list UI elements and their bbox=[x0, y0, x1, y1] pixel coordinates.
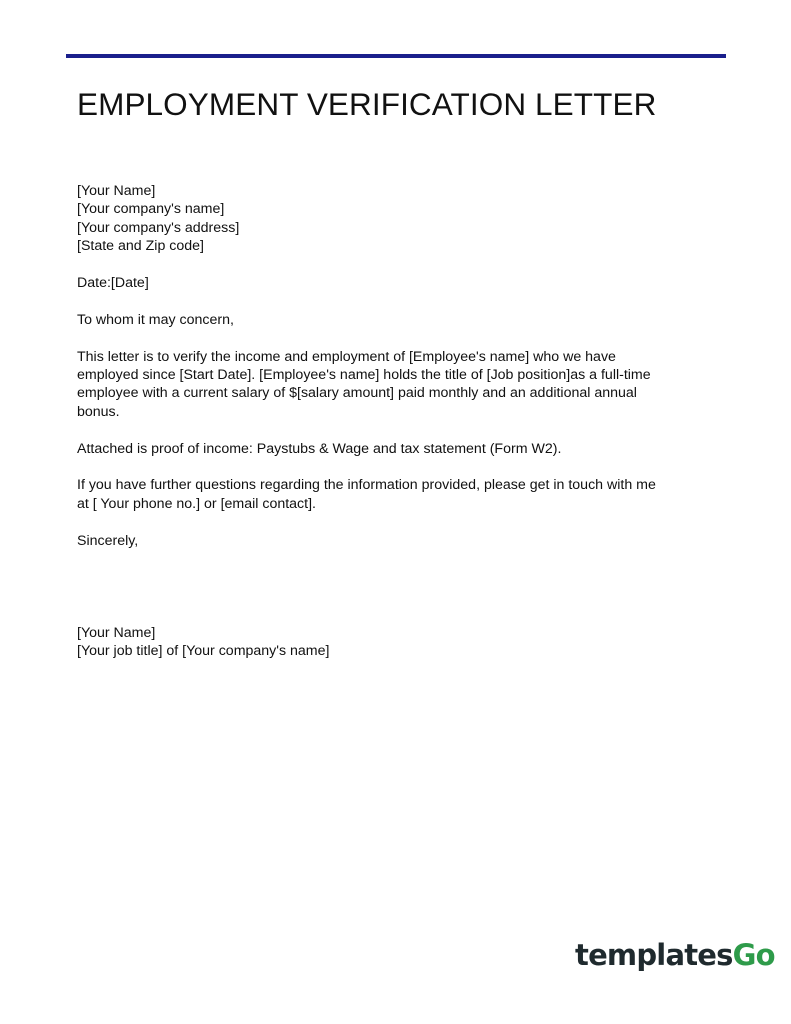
paragraph-line: This letter is to verify the income and employment of [Employee's name] who we have bbox=[77, 348, 616, 365]
document-title: EMPLOYMENT VERIFICATION LETTER bbox=[77, 86, 657, 122]
body-paragraph-attachments: Attached is proof of income: Paystubs & Wage and tax statement (Form W2). bbox=[77, 440, 562, 457]
sender-address: [Your company's address] bbox=[77, 219, 240, 236]
header-rule bbox=[66, 54, 726, 58]
paragraph-line: bonus. bbox=[77, 403, 120, 420]
sender-block bbox=[77, 182, 727, 256]
body-paragraph-contact bbox=[77, 476, 727, 513]
paragraph-line: at [ Your phone no.] or [email contact]. bbox=[77, 495, 316, 512]
signature-name: [Your Name] bbox=[77, 624, 156, 641]
templatesgo-logo bbox=[575, 938, 775, 972]
date-line: Date:[Date] bbox=[77, 275, 149, 292]
letter-body bbox=[77, 182, 727, 660]
sender-company: [Your company's name] bbox=[77, 201, 225, 218]
sender-state-zip: [State and Zip code] bbox=[77, 238, 204, 255]
paragraph-line: employed since [Start Date]. [Employee's name] holds the title of [Job position]as a full-time bbox=[77, 367, 651, 384]
sender-name: [Your Name] bbox=[77, 183, 156, 199]
paragraph-line: If you have further questions regarding the information provided, please get in touch with me bbox=[77, 477, 656, 494]
logo-text-go: Go bbox=[732, 938, 775, 972]
logo-text-templates: templates bbox=[575, 938, 733, 972]
paragraph-line: employee with a current salary of $[salary amount] paid monthly and an additional annual bbox=[77, 385, 637, 402]
signature-block bbox=[77, 624, 727, 661]
closing: Sincerely, bbox=[77, 532, 139, 549]
body-paragraph-verification bbox=[77, 348, 727, 422]
signature-title: [Your job title] of [Your company's name] bbox=[77, 643, 330, 660]
salutation: To whom it may concern, bbox=[77, 311, 234, 328]
